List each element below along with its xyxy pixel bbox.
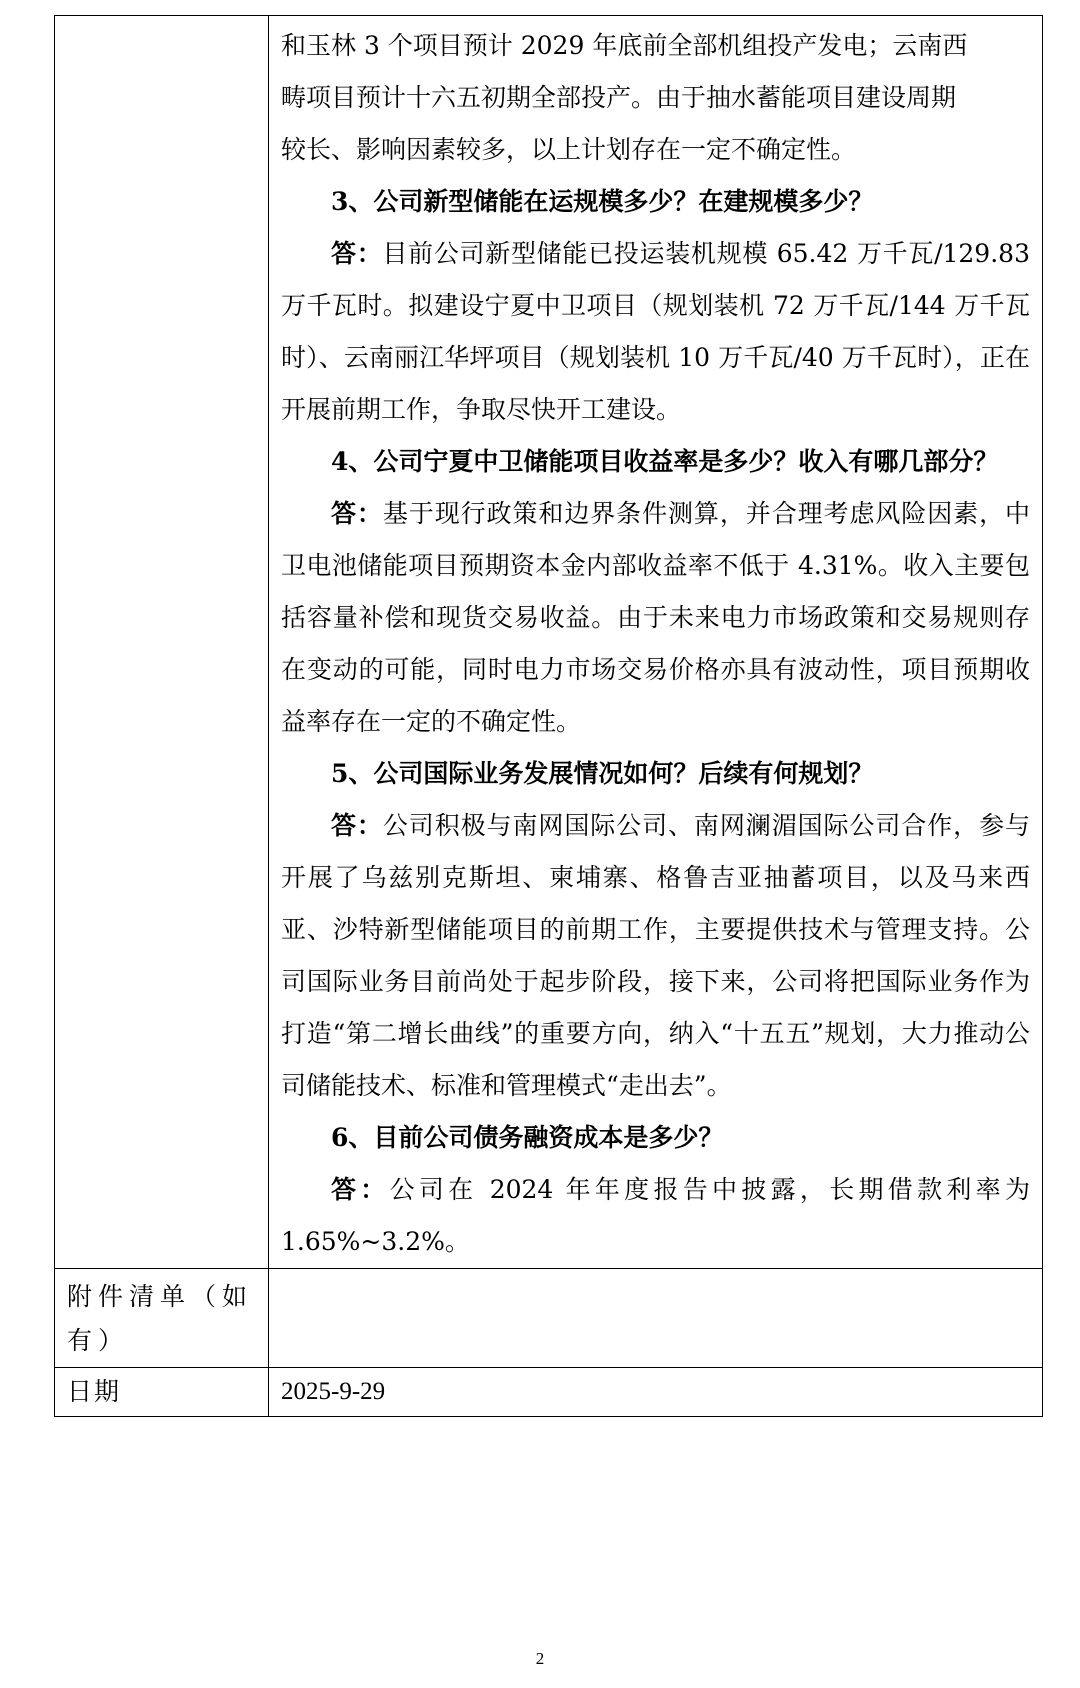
question-4: 4、公司宁夏中卫储能项目收益率是多少？收入有哪几部分？ xyxy=(331,447,999,476)
content-label-cell xyxy=(55,16,269,1269)
answer-5 xyxy=(281,800,1030,1112)
answer-text: 基于现行政策和边界条件测算，并合理考虑风险因素，中卫电池储能项目预期资本金内部收益率不低于 4.31%。收入主要包括容量补偿和现货交易收益。由于未来电力市场政策和交易规则存在变动的可能，同时电力市场交易价格亦具有波动性，项目预期收益率存在一定的不确定性。 xyxy=(281,499,1030,736)
attachments-label: 附件清单（如有） xyxy=(67,1282,254,1355)
answer-6 xyxy=(281,1164,1030,1268)
answer-3 xyxy=(281,228,1030,436)
qa-content xyxy=(269,16,1042,1268)
continued-line: 和玉林 3 个项目预计 2029 年底前全部机组投产发电；云南西 xyxy=(281,31,968,60)
attachments-value xyxy=(269,1269,1042,1279)
date-label: 日期 xyxy=(67,1377,122,1406)
date-value-cell xyxy=(269,1368,1043,1417)
answer-label: 答： xyxy=(331,811,383,840)
answer-4 xyxy=(281,488,1030,748)
date-label-cell xyxy=(55,1368,269,1417)
answer-label: 答： xyxy=(331,239,383,268)
continued-line: 畴项目预计十六五初期全部投产。由于抽水蓄能项目建设周期 xyxy=(281,83,957,112)
date-row xyxy=(55,1368,1043,1417)
attachments-value-cell xyxy=(269,1269,1043,1368)
answer-text: 公司在 2024 年年度报告中披露，长期借款利率为 1.65%~3.2%。 xyxy=(281,1175,1030,1256)
answer-text: 公司积极与南网国际公司、南网澜湄国际公司合作，参与开展了乌兹别克斯坦、柬埔寨、格鲁吉亚抽蓄项目，以及马来西亚、沙特新型储能项目的前期工作，主要提供技术与管理支持。公司国际业务目前尚处于起步阶段，接下来，公司将把国际业务作为打造“第二增长曲线”的重要方向，纳入“十五五”规划，大力推动公司储能技术、标准和管理模式“走出去”。 xyxy=(281,811,1030,1100)
question-3: 3、公司新型储能在运规模多少？在建规模多少？ xyxy=(331,187,874,216)
question-5: 5、公司国际业务发展情况如何？后续有何规划？ xyxy=(331,759,874,788)
content-cell xyxy=(269,16,1043,1269)
answer-text: 目前公司新型储能已投运装机规模 65.42 万千瓦/129.83 万千瓦时。拟建设宁夏中卫项目（规划装机 72 万千瓦/144 万千瓦时）、云南丽江华坪项目（规划装机 10 万千瓦/40 万千瓦时），正在开展前期工作，争取尽快开工建设。 xyxy=(281,239,1030,424)
page-number: 2 xyxy=(535,1649,545,1668)
date-value: 2025-9-29 xyxy=(281,1378,386,1405)
answer-label: 答： xyxy=(331,499,383,528)
question-6: 6、目前公司债务融资成本是多少？ xyxy=(331,1123,724,1152)
record-table xyxy=(54,15,1043,1417)
attachments-label-cell xyxy=(55,1269,269,1368)
answer-label: 答： xyxy=(331,1175,390,1204)
continued-line: 较长、影响因素较多，以上计划存在一定不确定性。 xyxy=(281,135,857,164)
attachments-row xyxy=(55,1269,1043,1368)
content-row xyxy=(55,16,1043,1269)
